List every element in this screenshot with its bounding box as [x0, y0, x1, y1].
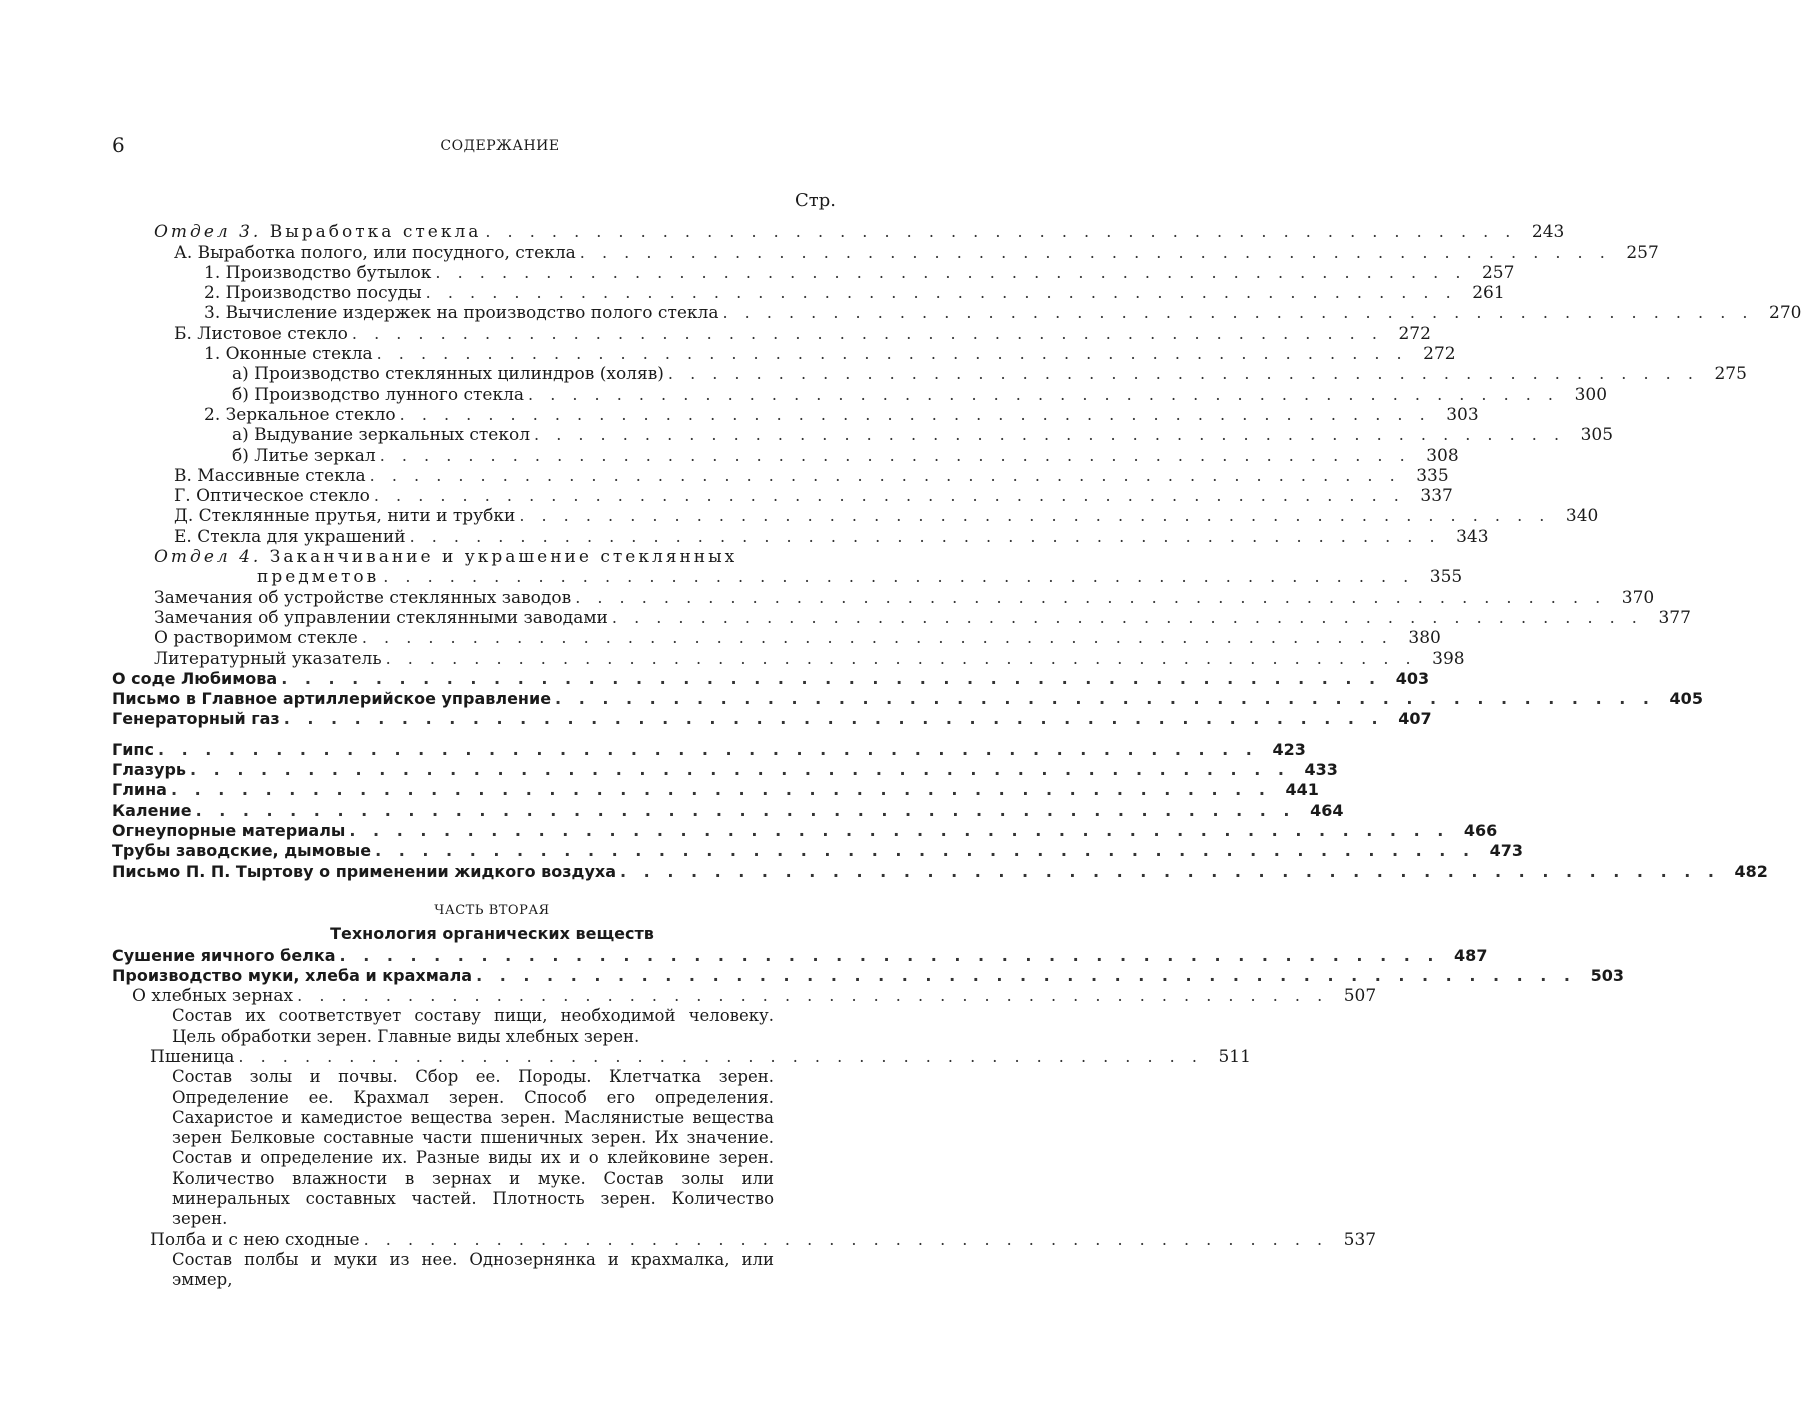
entry-title: Трубы заводские, дымовые [112, 841, 372, 861]
toc-part-two [112, 945, 1624, 1007]
toc-entry-text [112, 966, 472, 986]
dot-leader: . . . . . . . . . . . . . . . . . . . . . . . . . . . . . . . . . . . . . . . . . . . . . . . [157, 739, 1258, 759]
dot-leader: . . . . . . . . . . . . . . . . . . . . . . . . . . . . . . . . . . . . . . . . . . . . . . . [555, 689, 1655, 709]
toc-entry-text [174, 466, 366, 486]
dot-leader: . . . . . . . . . . . . . . . . . . . . . . . . . . . . . . . . . . . . . . . . . . . . . . . [349, 820, 1450, 840]
dot-leader: . . . . . . . . . . . . . . . . . . . . . . . . . . . . . . . . . . . . . . . . . . . . . . . [379, 445, 1411, 465]
entry-title: Литературный указатель [154, 648, 382, 669]
dot-leader: . . . . . . . . . . . . . . . . . . . . . . . . . . . . . . . . . . . . . . . . . . . . . . . [611, 607, 1643, 627]
toc-entry [112, 242, 1659, 263]
entry-title: 2. Зеркальное стекло [204, 404, 396, 425]
toc-entry [112, 628, 1441, 649]
toc-entry-text [112, 780, 167, 800]
page-column-label: Стр. [795, 190, 836, 211]
entry-title: Замечания об управлении стеклянными заводами [154, 607, 608, 628]
toc-entry-page: 355 [1429, 567, 1463, 588]
toc-entry [112, 861, 1768, 881]
dot-leader: . . . . . . . . . . . . . . . . . . . . . . . . . . . . . . . . . . . . . . . . . . . . . . . [383, 567, 1415, 587]
entry-title: Производство муки, хлеба и крахмала [112, 966, 473, 986]
toc-entry-text [154, 588, 571, 608]
entry-title: О соде Любимова [112, 668, 278, 688]
toc-entry-text [112, 689, 551, 709]
toc-entry-page: 300 [1574, 384, 1608, 405]
dot-leader: . . . . . . . . . . . . . . . . . . . . . . . . . . . . . . . . . . . . . . . . . . . . . . . [476, 966, 1576, 986]
toc-entry-text [174, 506, 515, 526]
dot-leader: . . . . . . . . . . . . . . . . . . . . . . . . . . . . . . . . . . . . . . . . . . . . . . . [575, 587, 1607, 607]
toc-entry [112, 283, 1505, 304]
entry-title: О растворимом стекле [154, 628, 358, 649]
entry-title: Б. Листовое стекло [174, 323, 348, 344]
running-title: СОДЕРЖАНИЕ [440, 138, 560, 154]
toc-entry-page: 441 [1285, 780, 1319, 800]
entry-title: Глина [112, 780, 167, 800]
toc-entry-text [112, 760, 186, 780]
dot-leader: . . . . . . . . . . . . . . . . . . . . . . . . . . . . . . . . . . . . . . . . . . . . . . . [375, 841, 1476, 861]
toc-entry [112, 486, 1453, 507]
toc-entry-text [204, 405, 396, 425]
toc-entry [112, 344, 1456, 365]
toc-entry-page: 403 [1395, 668, 1430, 688]
toc-entry [112, 648, 1465, 669]
toc-entry-page: 370 [1621, 587, 1655, 608]
toc-entry-page: 464 [1310, 800, 1344, 820]
toc-entry-text [204, 263, 431, 283]
toc-entry-page: 303 [1446, 404, 1479, 425]
dot-leader: . . . . . . . . . . . . . . . . . . . . . . . . . . . . . . . . . . . . . . . . . . . . . . . [373, 486, 1405, 506]
dot-leader: . . . . . . . . . . . . . . . . . . . . . . . . . . . . . . . . . . . . . . . . . . . . . . . [667, 364, 1699, 384]
entry-title: Письмо в Главное артиллерийское управление [112, 689, 552, 709]
toc-entry-text [154, 649, 382, 669]
toc-entry [112, 404, 1479, 425]
toc-entry-page: 340 [1565, 506, 1599, 527]
toc-entry-page: 380 [1408, 628, 1441, 649]
dot-leader: . . . . . . . . . . . . . . . . . . . . . . . . . . . . . . . . . . . . . . . . . . . . . . . [485, 222, 1517, 242]
toc-entry-page: 487 [1454, 945, 1488, 965]
entry-title: Гипс [112, 739, 154, 759]
dot-leader: . . . . . . . . . . . . . . . . . . . . . . . . . . . . . . . . . . . . . . . . . . . . . . . [339, 945, 1440, 965]
dot-leader: . . . . . . . . . . . . . . . . . . . . . . . . . . . . . . . . . . . . . . . . . . . . . . . [376, 344, 1408, 364]
toc-entry [112, 966, 1624, 986]
toc-entry [112, 780, 1319, 800]
dot-leader: . . . . . . . . . . . . . . . . . . . . . . . . . . . . . . . . . . . . . . . . . . . . . . . [722, 303, 1754, 323]
toc-entry [112, 945, 1488, 966]
entry-title: Замечания об устройстве стеклянных заводов [154, 587, 572, 608]
toc-entry [112, 567, 1463, 588]
toc-entry-page: 257 [1626, 242, 1659, 263]
dot-leader: . . . . . . . . . . . . . . . . . . . . . . . . . . . . . . . . . . . . . . . . . . . . . . . [579, 242, 1611, 262]
entry-title: Генераторный газ [112, 709, 280, 729]
toc-entry-page: 305 [1580, 425, 1614, 446]
dot-leader: . . . . . . . . . . . . . . . . . . . . . . . . . . . . . . . . . . . . . . . . . . . . . . . [425, 283, 1457, 303]
toc-entry-page: 398 [1432, 648, 1465, 669]
entry-title: А. Выработка полого, или посудного, стекла [174, 242, 576, 263]
toc-entry-page: 511 [1218, 1047, 1251, 1068]
dot-leader: . . . . . . . . . . . . . . . . . . . . . . . . . . . . . . . . . . . . . . . . . . . . . . . [170, 780, 1271, 800]
entry-title: а) Выдувание зеркальных стекол [232, 425, 531, 446]
toc-entry [112, 465, 1449, 486]
toc-entry [112, 425, 1614, 446]
toc-entry-page: 343 [1456, 526, 1489, 547]
toc-entry-text [112, 862, 616, 882]
toc-entry [112, 323, 1431, 344]
toc-entry-text [154, 222, 481, 242]
entry-title: Выработка стекла [261, 222, 482, 243]
toc-entry [112, 262, 1515, 283]
dot-leader: . . . . . . . . . . . . . . . . . . . . . . . . . . . . . . . . . . . . . . . . . . . . . . . [369, 465, 1401, 485]
entry-title: Д. Стеклянные прутья, нити и трубки [174, 506, 516, 527]
toc-entry-page: 537 [1343, 1229, 1377, 1250]
entry-title: а) Производство стеклянных цилиндров (холяв) [232, 364, 664, 385]
page-number: 6 [112, 133, 125, 157]
toc-entry-page: 337 [1420, 486, 1453, 507]
dot-leader: . . . . . . . . . . . . . . . . . . . . . . . . . . . . . . . . . . . . . . . . . . . . . . . [351, 323, 1383, 343]
entry-title: Письмо П. П. Тыртову о применении жидкого воздуха [112, 861, 617, 881]
toc-entry [112, 1047, 1251, 1068]
toc-entry [112, 760, 1338, 780]
toc-entry-page: 261 [1472, 283, 1505, 304]
toc-entry [112, 364, 1747, 385]
toc-entry-text [257, 567, 379, 587]
description-paragraph: Состав их соответствует составу пищи, необходимой человеку. Цель обработки зерен. Главные виды хлебных зерен. [172, 1006, 774, 1046]
toc-entry-page: 423 [1272, 739, 1306, 759]
toc-entry-page: 466 [1463, 820, 1498, 840]
toc-entry-page: 275 [1714, 364, 1747, 385]
division-label: Отдел 3. [154, 222, 262, 243]
table-of-contents [112, 222, 1801, 1291]
toc-entry [112, 668, 1430, 689]
entry-title: Глазурь [112, 760, 187, 780]
dot-leader: . . . . . . . . . . . . . . . . . . . . . . . . . . . . . . . . . . . . . . . . . . . . . . . [195, 800, 1296, 820]
toc-entry-text [204, 303, 718, 323]
entry-title: В. Массивные стекла [174, 465, 366, 486]
dot-leader: . . . . . . . . . . . . . . . . . . . . . . . . . . . . . . . . . . . . . . . . . . . . . . . [534, 425, 1566, 445]
toc-entry-page: 308 [1426, 445, 1459, 466]
toc-entry-text [174, 243, 576, 263]
toc-entry-text [232, 425, 530, 445]
toc-entry-text [204, 344, 373, 364]
dot-leader: . . . . . . . . . . . . . . . . . . . . . . . . . . . . . . . . . . . . . . . . . . . . . . . [297, 986, 1329, 1006]
entry-title: Каление [112, 800, 192, 820]
division-label: Отдел 4. [154, 547, 262, 568]
toc-entry-page: 272 [1398, 323, 1431, 344]
toc-entry-page: 433 [1304, 760, 1338, 780]
part-label: ЧАСТЬ ВТОРАЯ [434, 902, 550, 918]
toc-entry-page: 243 [1531, 222, 1565, 243]
toc-entry-text [232, 385, 524, 405]
toc-entry [112, 384, 1608, 405]
toc-entry-text [112, 821, 345, 841]
toc-entry [112, 739, 1306, 759]
entry-title: предметов [257, 567, 380, 588]
toc-entry-text [154, 547, 737, 567]
toc-entry [112, 547, 842, 567]
toc-entry-text [112, 669, 277, 689]
dot-leader: . . . . . . . . . . . . . . . . . . . . . . . . . . . . . . . . . . . . . . . . . . . . . . . [409, 526, 1441, 546]
entry-title: Сушение яичного белка [112, 945, 336, 965]
toc-entry [112, 506, 1599, 527]
toc-entry-page: 405 [1669, 689, 1703, 709]
toc-entry-page: 507 [1343, 986, 1377, 1007]
toc-entry-page: 473 [1489, 841, 1524, 861]
toc-entry-text: Полба и с нею сходные [150, 1229, 360, 1250]
dot-leader: . . . . . . . . . . . . . . . . . . . . . . . . . . . . . . . . . . . . . . . . . . . . . . . [528, 384, 1560, 404]
part-title: Технология органических веществ [330, 923, 654, 943]
dot-leader: . . . . . . . . . . . . . . . . . . . . . . . . . . . . . . . . . . . . . . . . . . . . . . . [385, 648, 1417, 668]
dot-leader: . . . . . . . . . . . . . . . . . . . . . . . . . . . . . . . . . . . . . . . . . . . . . . . [283, 709, 1384, 729]
toc-entry-page: 482 [1734, 861, 1768, 881]
toc-entry-text [112, 709, 280, 729]
description-paragraph: Состав полбы и муки из нее. Однозернянка и крахмалка, или эммер, [172, 1249, 774, 1290]
toc-entry-text [232, 446, 376, 466]
toc-entry [112, 841, 1524, 861]
dot-leader: . . . . . . . . . . . . . . . . . . . . . . . . . . . . . . . . . . . . . . . . . . . . . . . [190, 760, 1290, 780]
toc-entry-page: 503 [1590, 966, 1624, 986]
toc-entry [112, 689, 1703, 709]
toc-entry-page: 335 [1416, 465, 1449, 486]
entry-title: О хлебных зернах [132, 986, 294, 1007]
dot-leader: . . . . . . . . . . . . . . . . . . . . . . . . . . . . . . . . . . . . . . . . . . . . [363, 1229, 1329, 1249]
toc-entry-text [174, 527, 406, 547]
toc-entry [112, 800, 1344, 820]
toc-entry-page: 377 [1658, 607, 1691, 628]
toc-entry [112, 607, 1691, 628]
toc-entry-text [132, 986, 293, 1006]
toc-entry-page: 257 [1481, 262, 1515, 283]
dot-leader: . . . . . . . . . . . . . . . . . . . . . . . . . . . . . . . . . . . . . . . . . . . . . . . [519, 506, 1551, 526]
dot-leader: . . . . . . . . . . . . . . . . . . . . . . . . . . . . . . . . . . . . . . . . . . . . . . . [620, 861, 1720, 881]
entry-title: б) Производство лунного стекла [232, 384, 525, 405]
toc-entry [112, 1229, 1377, 1250]
entry-title: 3. Вычисление издержек на производство полого стекла [204, 303, 719, 324]
toc-part-one [112, 222, 1801, 882]
entry-title: Е. Стекла для украшений [174, 526, 406, 547]
dot-leader: . . . . . . . . . . . . . . . . . . . . . . . . . . . . . . . . . . . . . . . . . . . . . . . [399, 404, 1431, 424]
spacer [112, 729, 842, 739]
toc-entry-text [232, 364, 664, 384]
toc-entry-text [112, 841, 371, 861]
toc-entry [112, 445, 1459, 466]
entry-title: Заканчивание и украшение стеклянных [261, 547, 738, 568]
entry-title: Огнеупорные материалы [112, 820, 346, 840]
entry-title: Г. Оптическое стекло [174, 486, 370, 507]
entry-title: 1. Производство бутылок [204, 262, 432, 283]
dot-leader: . . . . . . . . . . . . . . . . . . . . . . . . . . . . . . . . . . . . . . . . . . . . . . . [281, 668, 1382, 688]
toc-entry-text [174, 324, 348, 344]
toc-entry-text [112, 946, 336, 966]
toc-entry-page: 270 [1769, 303, 1801, 324]
toc-entry [112, 303, 1801, 324]
toc-entry-page: 407 [1398, 709, 1432, 729]
dot-leader: . . . . . . . . . . . . . . . . . . . . . . . . . . . . . . . . . . . . . . . . . . . . . . . [435, 262, 1467, 282]
toc-entry-text [174, 486, 370, 506]
toc-entry-text [154, 608, 608, 628]
toc-entry-text [154, 628, 358, 648]
toc-entry [112, 526, 1489, 547]
toc-entry-text [112, 740, 154, 760]
toc-entry [112, 587, 1655, 608]
toc-entry [112, 222, 1565, 243]
entry-title: 1. Оконные стекла [204, 344, 373, 365]
toc-entry [112, 986, 1377, 1007]
dot-leader: . . . . . . . . . . . . . . . . . . . . . . . . . . . . . . . . . . . . . . . . . . . . . . . [361, 628, 1393, 648]
entry-title: б) Литье зеркал [232, 445, 376, 466]
toc-entry [112, 709, 1432, 729]
toc-entry-text [112, 801, 192, 821]
toc-entry [112, 820, 1498, 841]
dot-leader: . . . . . . . . . . . . . . . . . . . . . . . . . . . . . . . . . . . . . . . . . . . . [238, 1047, 1203, 1067]
toc-entry-text: Пшеница [150, 1047, 235, 1068]
toc-entry-page: 272 [1423, 344, 1456, 365]
entry-title: 2. Производство посуды [204, 283, 422, 304]
toc-entry-text [204, 283, 422, 303]
description-paragraph: Состав золы и почвы. Сбор ее. Породы. Клетчатка зерен. Определение ее. Крахмал зерен. Способ его определения. Сахаристое и камедистое вещества зерен. Маслянистые вещества зерен Белковые составные части пшеничных зерен. Их значение. Состав и определение их. Разные виды их и о клейковине зерен. Количество влажности в зернах и муке. Состав золы или минеральных составных частей. Плотность зерен. Количество зерен. [172, 1067, 774, 1229]
